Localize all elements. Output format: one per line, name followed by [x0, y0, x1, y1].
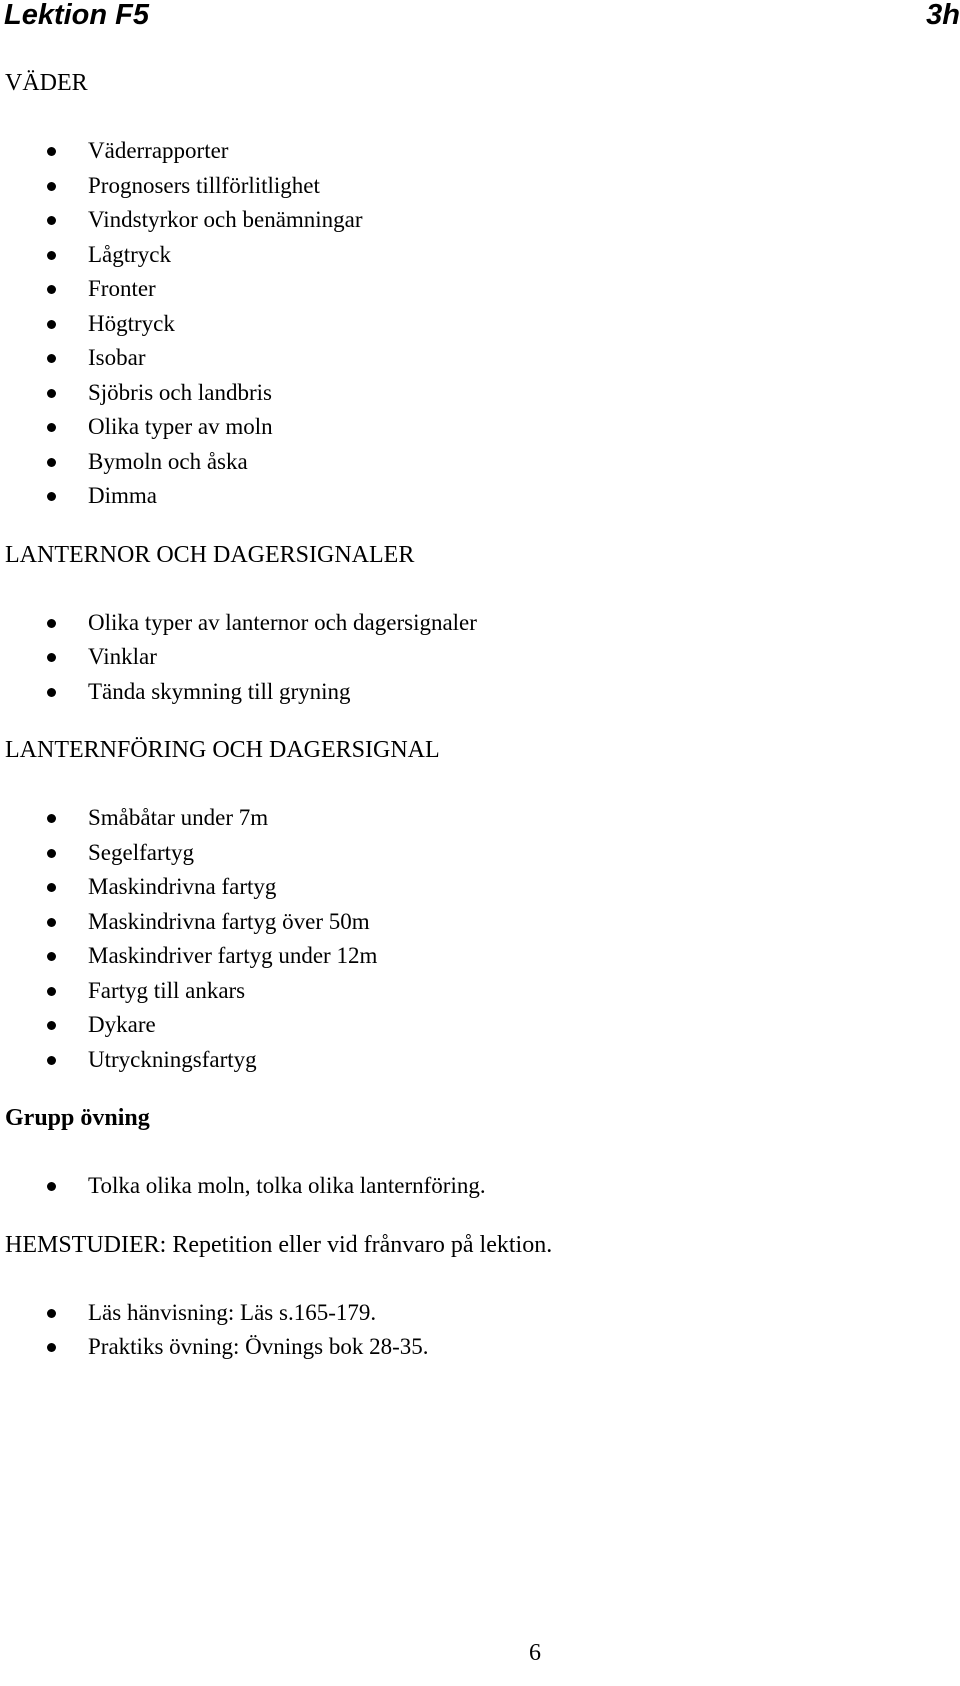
list-item: Maskindriver fartyg under 12m: [5, 939, 945, 974]
list-item: Olika typer av lanternor och dagersignaler: [5, 606, 945, 641]
list-item: Högtryck: [5, 307, 945, 342]
bullet-icon: [47, 423, 56, 432]
list-item: Tända skymning till gryning: [5, 675, 945, 710]
bullet-icon: [47, 952, 56, 961]
bullet-icon: [47, 619, 56, 628]
bullet-icon: [47, 147, 56, 156]
list-item: Dimma: [5, 479, 945, 514]
bullet-icon: [47, 849, 56, 858]
list-item: Praktiks övning: Övnings bok 28-35.: [5, 1330, 945, 1365]
list-item: Sjöbris och landbris: [5, 376, 945, 411]
list-item: Lågtryck: [5, 238, 945, 273]
list-item: Segelfartyg: [5, 836, 945, 871]
bullet-icon: [47, 1182, 56, 1191]
bullet-icon: [47, 389, 56, 398]
bullet-icon: [47, 1021, 56, 1030]
document-body: [5, 68, 945, 1365]
list-item: Maskindrivna fartyg över 50m: [5, 905, 945, 940]
list-item: Fronter: [5, 272, 945, 307]
bullet-icon: [47, 1343, 56, 1352]
list-item: Fartyg till ankars: [5, 974, 945, 1009]
section-heading-light-carrying: LANTERNFÖRING OCH DAGERSIGNAL: [5, 737, 440, 763]
page-number: 6: [529, 1640, 541, 1666]
lights-list: [5, 606, 945, 710]
bullet-icon: [47, 354, 56, 363]
bullet-icon: [47, 987, 56, 996]
list-item: Bymoln och åska: [5, 445, 945, 480]
lesson-duration: 3h: [926, 0, 960, 31]
list-item: Väderrapporter: [5, 134, 945, 169]
homework-list: [5, 1296, 945, 1365]
page-header: [0, 0, 960, 34]
bullet-icon: [47, 320, 56, 329]
list-item: Tolka olika moln, tolka olika lanternföring.: [5, 1169, 945, 1204]
bullet-icon: [47, 458, 56, 467]
section-heading-weather: VÄDER: [5, 70, 88, 96]
bullet-icon: [47, 814, 56, 823]
bullet-icon: [47, 182, 56, 191]
list-item: Dykare: [5, 1008, 945, 1043]
bullet-icon: [47, 492, 56, 501]
bullet-icon: [47, 285, 56, 294]
list-item: Maskindrivna fartyg: [5, 870, 945, 905]
lesson-title: Lektion F5: [4, 0, 150, 31]
list-item: Vindstyrkor och benämningar: [5, 203, 945, 238]
list-item: Isobar: [5, 341, 945, 376]
light-carrying-list: [5, 801, 945, 1077]
group-exercise-list: [5, 1169, 945, 1204]
bullet-icon: [47, 251, 56, 260]
bullet-icon: [47, 918, 56, 927]
bullet-icon: [47, 653, 56, 662]
list-item: Olika typer av moln: [5, 410, 945, 445]
bullet-icon: [47, 688, 56, 697]
bullet-icon: [47, 1309, 56, 1318]
section-heading-lights: LANTERNOR OCH DAGERSIGNALER: [5, 541, 415, 568]
section-heading-group-exercise: Grupp övning: [5, 1105, 150, 1131]
list-item: Vinklar: [5, 640, 945, 675]
bullet-icon: [47, 1056, 56, 1065]
list-item: Utryckningsfartyg: [5, 1043, 945, 1078]
bullet-icon: [47, 216, 56, 225]
list-item: Prognosers tillförlitlighet: [5, 169, 945, 204]
weather-list: [5, 134, 945, 514]
bullet-icon: [47, 883, 56, 892]
list-item: Läs hänvisning: Läs s.165-179.: [5, 1296, 945, 1331]
section-heading-homework: HEMSTUDIER: Repetition eller vid frånvaro på lektion.: [5, 1231, 553, 1258]
list-item: Småbåtar under 7m: [5, 801, 945, 836]
